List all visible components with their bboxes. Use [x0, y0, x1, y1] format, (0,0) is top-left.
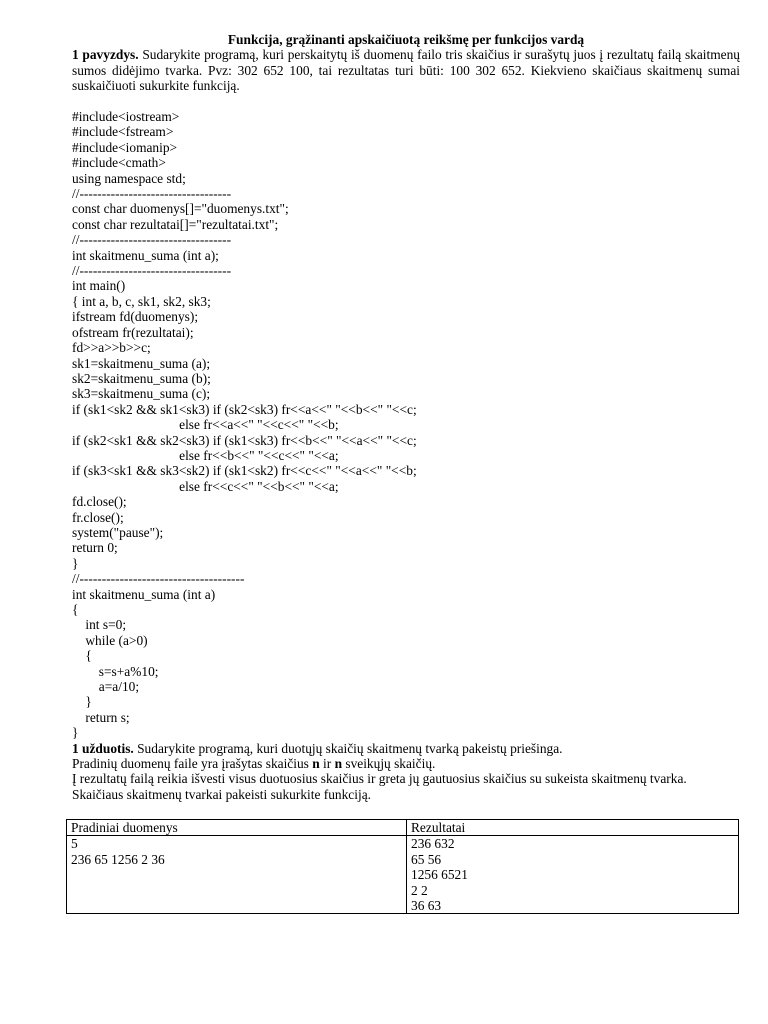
code-line: fd.close(); [72, 494, 127, 510]
code-line: else fr<<a<<" "<<c<<" "<<b; [72, 417, 339, 433]
code-line: system("pause"); [72, 524, 164, 540]
code-line: const char rezultatai[]="rezultatai.txt"; [72, 216, 279, 232]
code-line: } [72, 555, 79, 571]
code-line: int main() [72, 278, 126, 294]
example-text: Sudarykite programą, kuri perskaitytų iš duomenų failo tris skaičius ir surašytų juos į rezultatų failą skaitmenų sumos didėjimo tvarka. Pvz: 302 652 100, tai rezultatas turi būti: 100 302 652. Kiekvieno skaičiaus skaitmenų sumai suskaičiuoti sukurkite funkciją. [72, 47, 740, 94]
code-line: { [72, 648, 92, 664]
spacer [72, 94, 740, 109]
table-header-result: Rezultatai [407, 820, 739, 836]
task-line-2-post: sveikųjų skaičių. [342, 756, 436, 772]
example-io-table [66, 819, 739, 914]
code-line: else fr<<b<<" "<<c<<" "<<a; [72, 447, 339, 463]
task-var-n-second: n [334, 756, 343, 772]
code-line: sk1=skaitmenu_suma (a); [72, 355, 211, 371]
table-header-row [67, 820, 739, 836]
task-line-2-pre: Pradinių duomenų faile yra įrašytas skaičius [72, 756, 313, 772]
task-label: 1 užduotis. [72, 740, 134, 756]
table-cell-line: 1256 6521 [411, 867, 468, 883]
code-line: //------------------------------------- [72, 571, 245, 587]
code-line: //---------------------------------- [72, 186, 232, 202]
table-header-input: Pradiniai duomenys [67, 820, 407, 836]
task-line-2-mid: ir [319, 756, 335, 772]
code-line: if (sk3<sk1 && sk3<sk2) if (sk1<sk2) fr<<c<<" "<<a<<" "<<b; [72, 463, 417, 479]
code-line: } [72, 725, 79, 741]
code-line: int skaitmenu_suma (int a); [72, 247, 219, 263]
code-line: a=a/10; [72, 679, 140, 695]
table-cell-line: 236 632 [411, 836, 455, 852]
example-label: 1 pavyzdys. [72, 47, 139, 63]
task-line-3: Į rezultatų failą reikia išvesti visus duotuosius skaičius ir greta jų gautuosius skaičius su sukeista skaitmenų tvarka. [72, 771, 687, 787]
code-line: using namespace std; [72, 170, 186, 186]
code-line: //---------------------------------- [72, 232, 232, 248]
table-cell-result [407, 836, 739, 914]
code-line: { [72, 602, 79, 618]
table-cell-input [67, 836, 407, 914]
table-cell-line: 2 2 [411, 882, 428, 898]
example-paragraph [72, 47, 740, 93]
code-line: sk3=skaitmenu_suma (c); [72, 386, 211, 402]
code-line: int s=0; [72, 617, 127, 633]
code-line: return 0; [72, 540, 118, 556]
table-cell-line: 65 56 [411, 851, 442, 867]
code-line: { int a, b, c, sk1, sk2, sk3; [72, 293, 211, 309]
task-var-n: n [312, 756, 320, 772]
code-line: if (sk2<sk1 && sk2<sk3) if (sk1<sk3) fr<<b<<" "<<a<<" "<<c; [72, 432, 417, 448]
task-paragraph [72, 741, 740, 756]
table-cell-line: 36 63 [411, 898, 442, 914]
code-line: } [72, 694, 92, 710]
code-line: #include<iomanip> [72, 139, 178, 155]
code-line: sk2=skaitmenu_suma (b); [72, 370, 211, 386]
table-row [67, 836, 739, 914]
code-line: fd>>a>>b>>c; [72, 340, 151, 356]
table-cell-line: 236 65 1256 2 36 [71, 851, 165, 867]
code-line: ofstream fr(rezultatai); [72, 324, 194, 340]
document-title: Funkcija, grąžinanti apskaičiuotą reikšmę per funkcijos vardą [227, 32, 585, 47]
code-line: fr.close(); [72, 509, 124, 525]
code-line: //---------------------------------- [72, 263, 232, 279]
code-line: const char duomenys[]="duomenys.txt"; [72, 201, 289, 217]
code-listing [72, 109, 740, 741]
code-line: s=s+a%10; [72, 663, 159, 679]
code-line: #include<fstream> [72, 124, 174, 140]
task-line-4: Skaičiaus skaitmenų tvarkai pakeisti sukurkite funkciją. [72, 786, 371, 802]
code-line: while (a>0) [72, 632, 148, 648]
table-cell-line: 5 [71, 836, 78, 852]
document-page [72, 32, 740, 802]
code-line: #include<cmath> [72, 155, 166, 171]
code-line: ifstream fd(duomenys); [72, 309, 199, 325]
task-line-2 [72, 756, 740, 771]
code-line: else fr<<c<<" "<<b<<" "<<a; [72, 478, 339, 494]
code-line: #include<iostream> [72, 109, 180, 125]
task-text: Sudarykite programą, kuri duotųjų skaičių skaitmenų tvarką pakeistų priešinga. [133, 740, 563, 756]
code-line: return s; [72, 709, 130, 725]
code-line: int skaitmenu_suma (int a) [72, 586, 216, 602]
code-line: if (sk1<sk2 && sk1<sk3) if (sk2<sk3) fr<<a<<" "<<b<<" "<<c; [72, 401, 417, 417]
